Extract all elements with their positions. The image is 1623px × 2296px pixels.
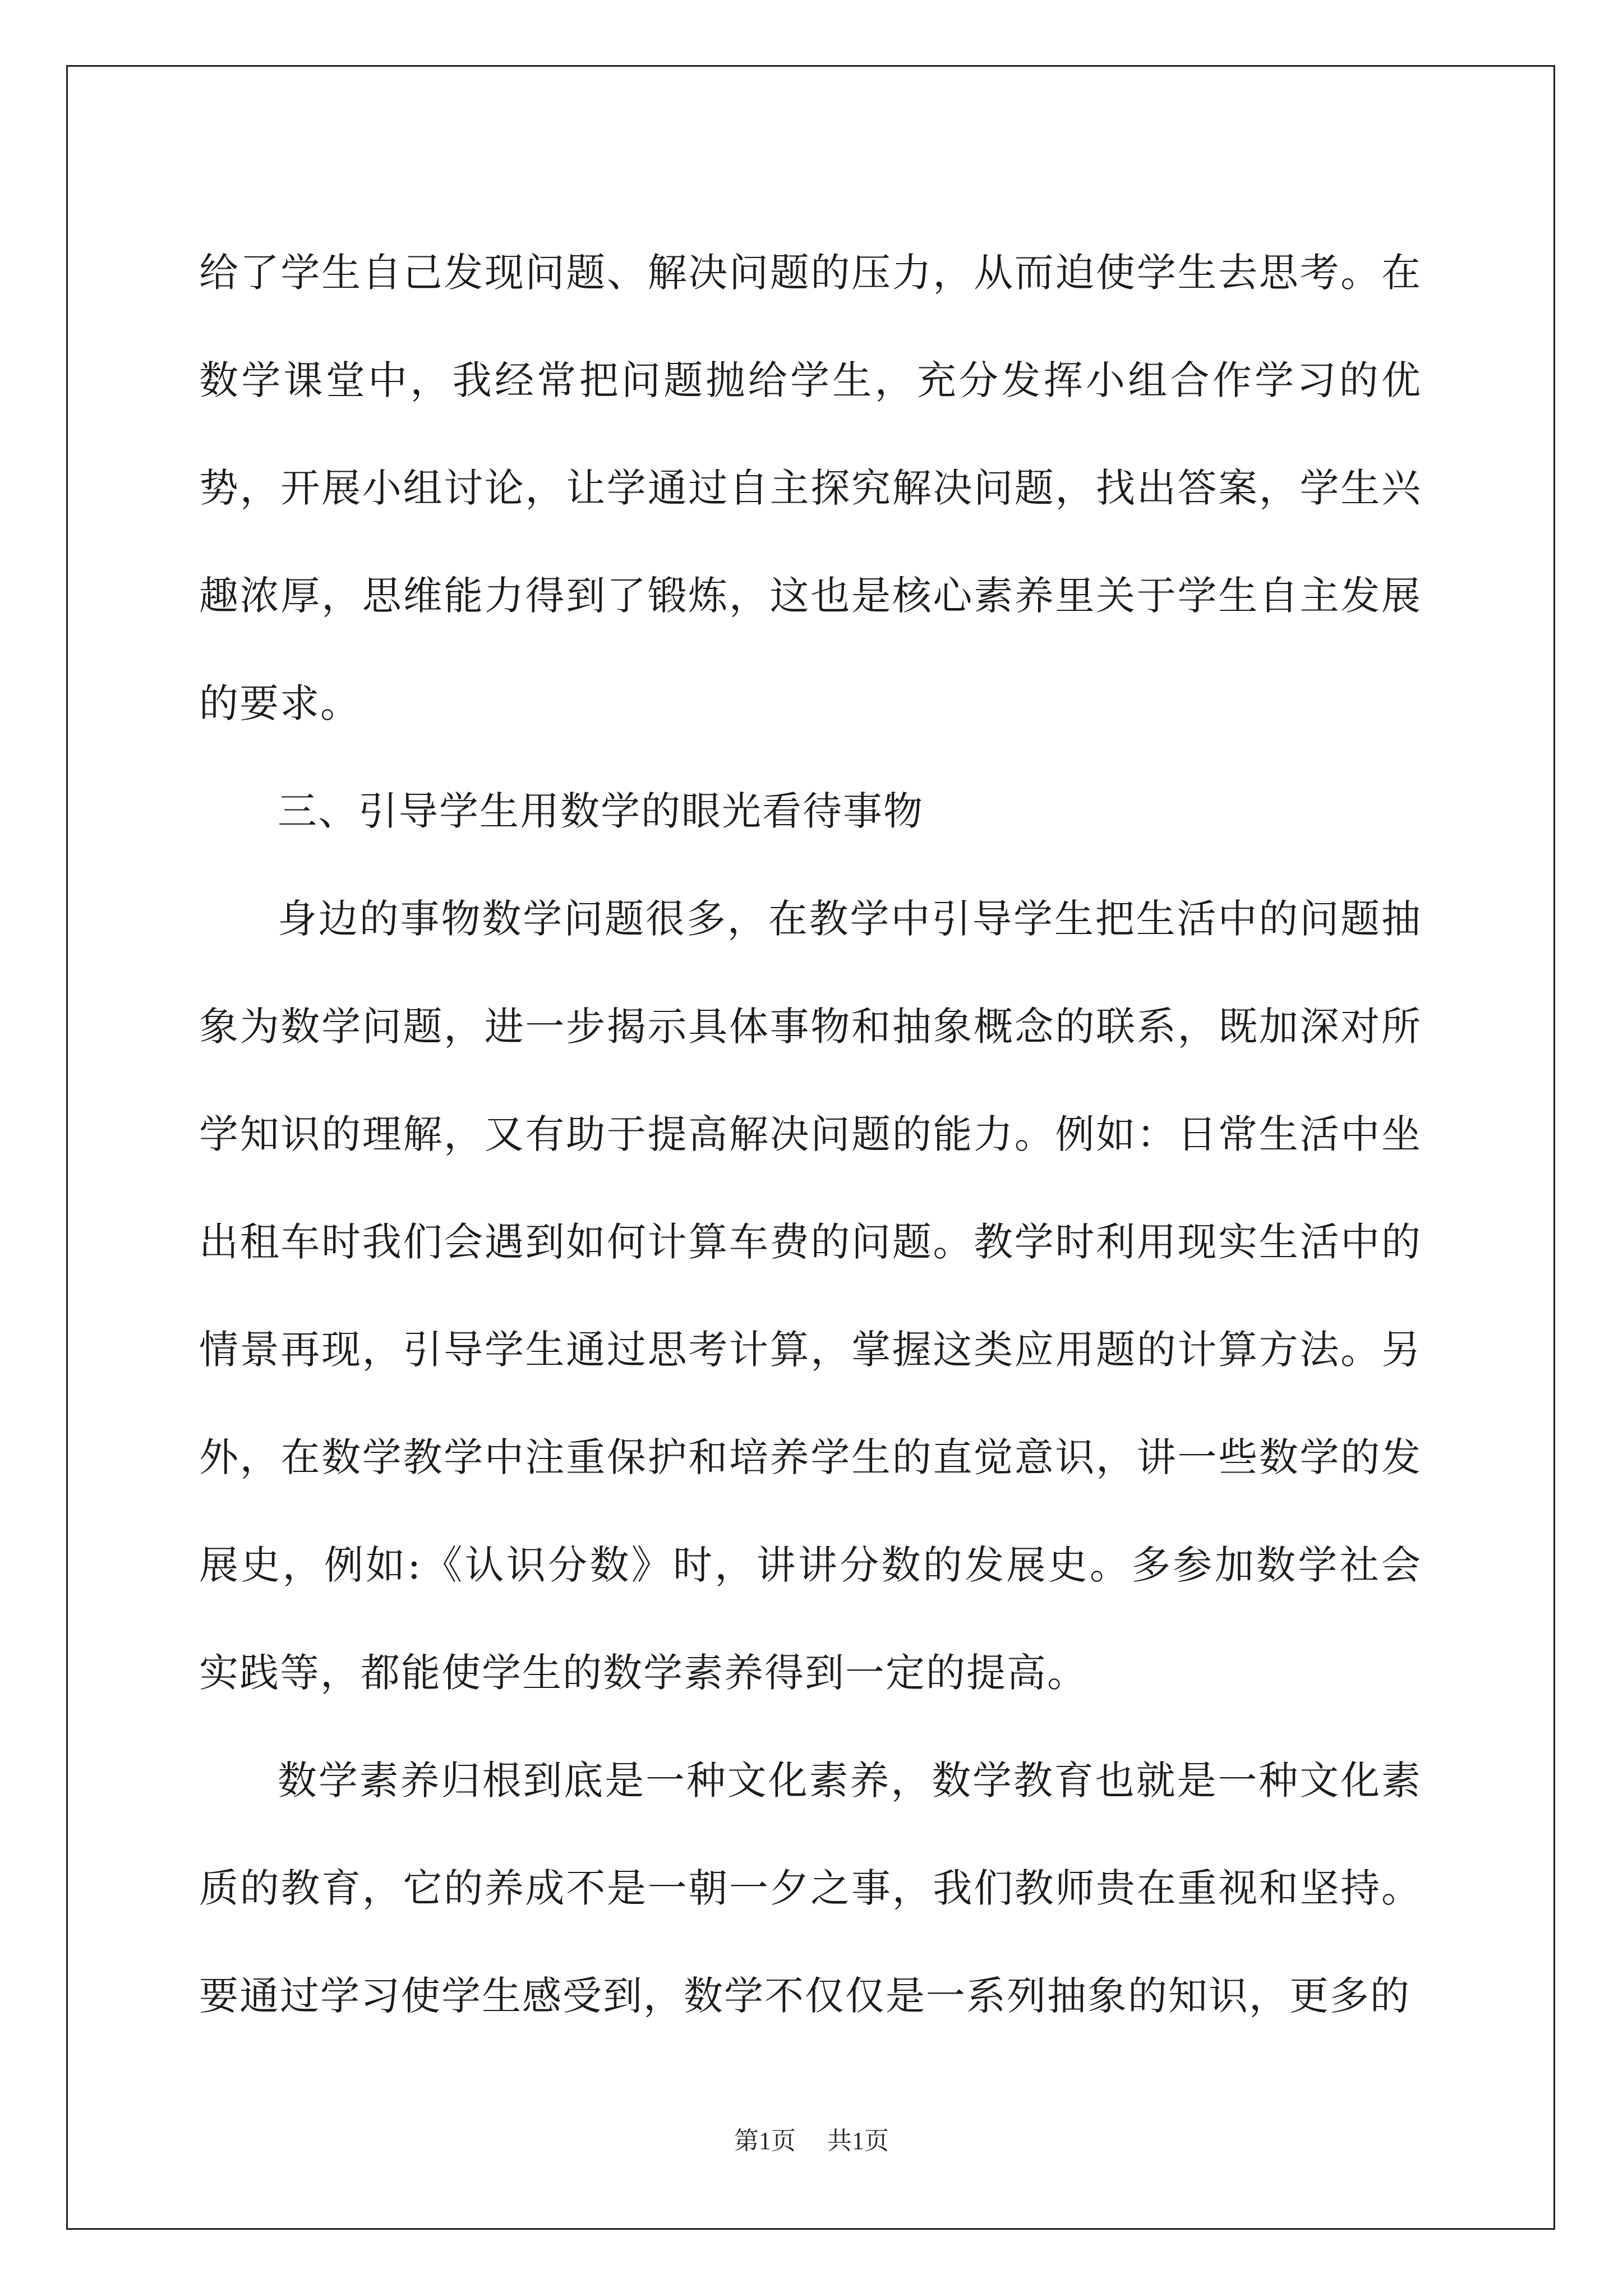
- page-number: 第1页: [734, 2127, 796, 2155]
- section-heading: 三、引导学生用数学的眼光看待事物: [278, 788, 924, 834]
- page-footer: [0, 2120, 1623, 2156]
- paragraph-1: 给了学生自己发现问题、解决问题的压力，从而迫使学生去思考。在数学课堂中，我经常把问题抛给学生，充分发挥小组合作学习的优势，开展小组讨论，让学通过自主探究解决问题，找出答案，学生兴趣浓厚，思维能力得到了锻炼，这也是核心素养里关于学生自主发展的要求。: [199, 250, 1422, 726]
- paragraph-2: 身边的事物数学问题很多，在教学中引导学生把生活中的问题抽象为数学问题，进一步揭示具体事物和抽象概念的联系，既加深对所学知识的理解，又有助于提高解决问题的能力。例如：日常生活中坐出租车时我们会遇到如何计算车费的问题。教学时利用现实生活中的情景再现，引导学生通过思考计算，掌握这类应用题的计算方法。另外，在数学教学中注重保护和培养学生的直觉意识，讲一些数学的发展史，例如:《认识分数》时，讲讲分数的发展史。多参加数学社会实践等，都能使学生的数学素养得到一定的提高。: [199, 896, 1422, 1696]
- document-body: [199, 219, 1422, 2050]
- paragraph-3: 数学素养归根到底是一种文化素养，数学教育也就是一种文化素质的教育，它的养成不是一朝一夕之事，我们教师贵在重视和坚持。要通过学习使学生感受到，数学不仅仅是一系列抽象的知识，更多的: [199, 1757, 1422, 2019]
- page-total: 共1页: [827, 2127, 889, 2155]
